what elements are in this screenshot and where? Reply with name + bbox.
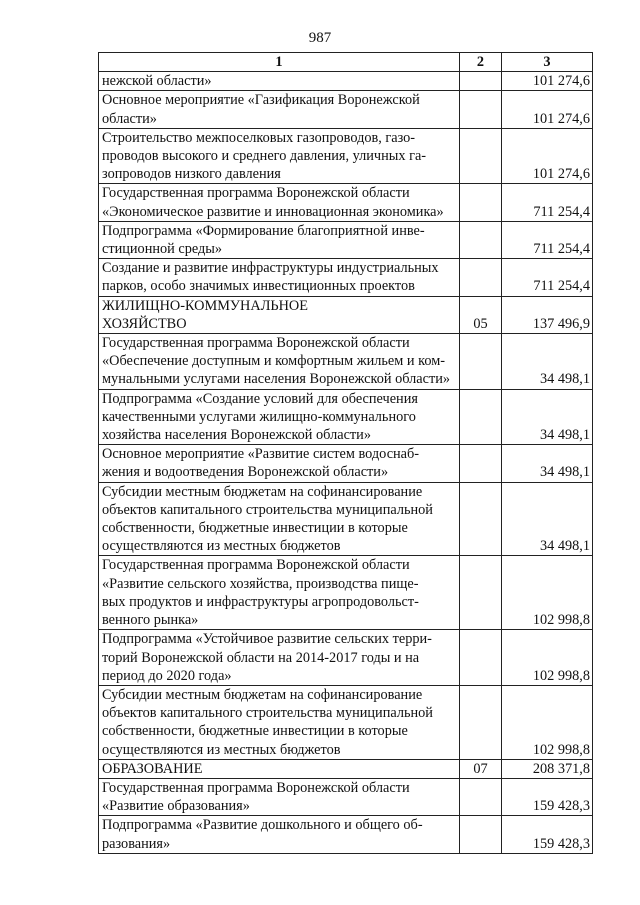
table-row [99,482,593,556]
row-code [460,630,502,686]
row-amount: 34 498,1 [502,482,593,556]
row-name: Подпрограмма «Создание условий для обеспечения качественными услугами жилищно-коммунального хозяйства населения Воронежской области» [99,389,460,445]
row-code [460,221,502,258]
table-row [99,296,593,333]
row-code [460,334,502,390]
page-number: 987 [308,30,332,46]
table-row [99,72,593,91]
row-code [460,128,502,184]
row-name: Создание и развитие инфраструктуры индустриальных парков, особо значимых инвестиционных проектов [99,259,460,296]
table-row [99,445,593,482]
row-amount: 102 998,8 [502,685,593,759]
row-code: 05 [460,296,502,333]
row-name: Субсидии местным бюджетам на софинансирование объектов капитального строительства муниципальной собственности, бюджетные инвестиции в которые осуществляются из местных бюджетов [99,685,460,759]
table-row [99,759,593,778]
row-name: ОБРАЗОВАНИЕ [99,759,460,778]
row-code [460,482,502,556]
table-row [99,556,593,630]
row-name: Государственная программа Воронежской области «Развитие сельского хозяйства, производства пище- вых продуктов и инфраструктуры агропродовольст- венного рынка» [99,556,460,630]
row-amount: 159 428,3 [502,778,593,815]
row-code [460,259,502,296]
table-row [99,128,593,184]
table-row [99,816,593,853]
table-row [99,91,593,128]
table-row [99,259,593,296]
row-name: Субсидии местным бюджетам на софинансирование объектов капитального строительства муниципальной собственности, бюджетные инвестиции в которые осуществляются из местных бюджетов [99,482,460,556]
row-name: Государственная программа Воронежской области «Обеспечение доступным и комфортным жильем и ком- мунальными услугами населения Воронежской области» [99,334,460,390]
row-code [460,72,502,91]
row-code [460,91,502,128]
row-code: 07 [460,759,502,778]
row-name: Основное мероприятие «Развитие систем водоснаб- жения и водоотведения Воронежской области» [99,445,460,482]
row-amount: 208 371,8 [502,759,593,778]
row-amount: 34 498,1 [502,445,593,482]
row-amount: 711 254,4 [502,221,593,258]
row-name: Подпрограмма «Устойчивое развитие сельских терри- торий Воронежской области на 2014-2017 годы и на период до 2020 года» [99,630,460,686]
column-header-1: 1 [99,53,460,72]
column-header-3: 3 [502,53,593,72]
row-amount: 711 254,4 [502,184,593,221]
row-name: Государственная программа Воронежской области «Развитие образования» [99,778,460,815]
row-amount: 34 498,1 [502,389,593,445]
row-amount: 101 274,6 [502,128,593,184]
row-name: Государственная программа Воронежской области «Экономическое развитие и инновационная экономика» [99,184,460,221]
row-amount: 137 496,9 [502,296,593,333]
table-row [99,630,593,686]
row-code [460,778,502,815]
row-name: ЖИЛИЩНО-КОММУНАЛЬНОЕ ХОЗЯЙСТВО [99,296,460,333]
table-row [99,778,593,815]
row-amount: 711 254,4 [502,259,593,296]
table-row [99,389,593,445]
table-row [99,334,593,390]
row-code [460,389,502,445]
row-code [460,685,502,759]
row-amount: 101 274,6 [502,91,593,128]
row-amount: 159 428,3 [502,816,593,853]
row-name: Строительство межпоселковых газопроводов, газо- проводов высокого и среднего давления, уличных га- зопроводов низкого давления [99,128,460,184]
table-row [99,184,593,221]
row-code [460,445,502,482]
row-amount: 102 998,8 [502,630,593,686]
table-row [99,221,593,258]
row-amount: 34 498,1 [502,334,593,390]
budget-table [98,52,593,854]
row-name: Основное мероприятие «Газификация Воронежской области» [99,91,460,128]
column-header-2: 2 [460,53,502,72]
row-amount: 101 274,6 [502,72,593,91]
row-code [460,816,502,853]
row-name: нежской области» [99,72,460,91]
row-name: Подпрограмма «Формирование благоприятной инве- стиционной среды» [99,221,460,258]
row-code [460,556,502,630]
table-body [99,72,593,854]
row-code [460,184,502,221]
header-row [99,53,593,72]
row-name: Подпрограмма «Развитие дошкольного и общего об- разования» [99,816,460,853]
table-row [99,685,593,759]
row-amount: 102 998,8 [502,556,593,630]
